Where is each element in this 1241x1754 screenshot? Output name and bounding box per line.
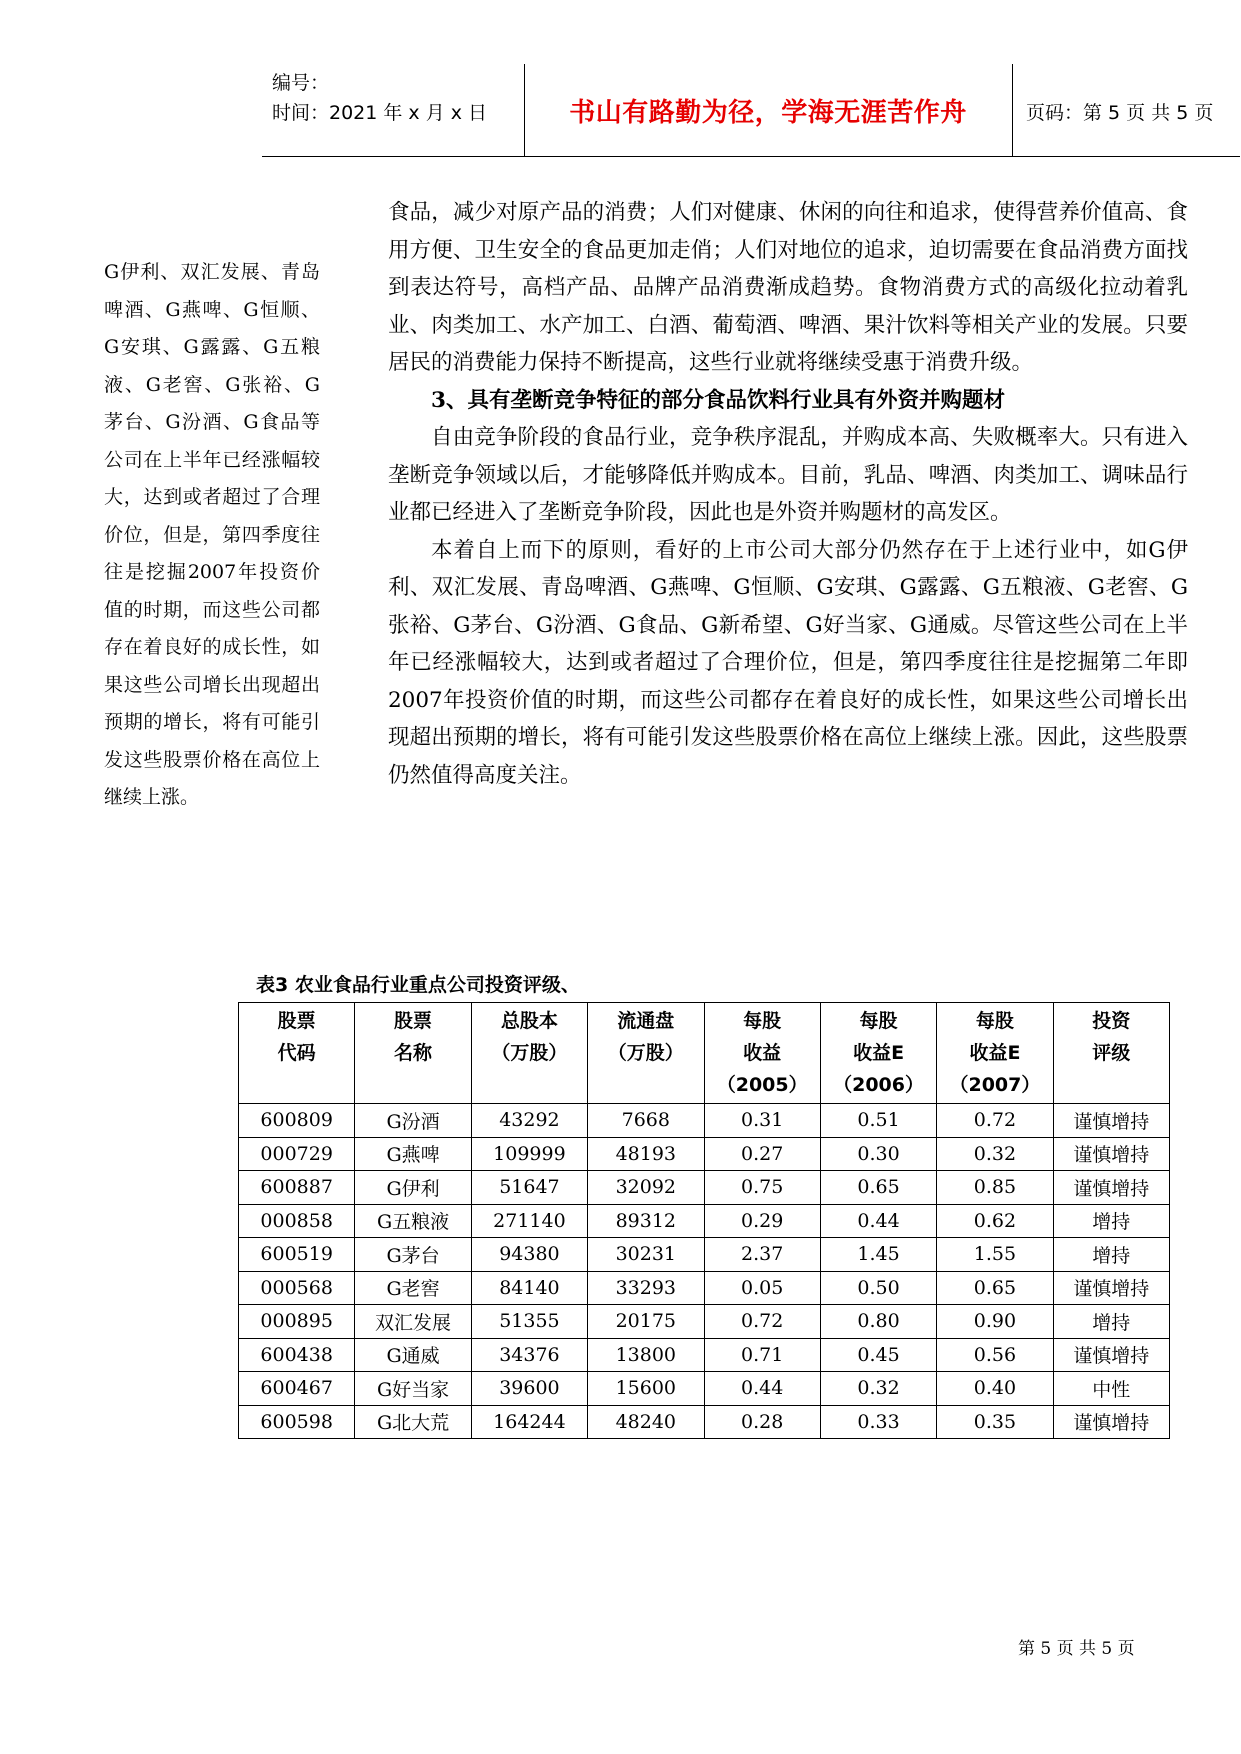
cell-total-shares: 43292 [471, 1104, 587, 1138]
section-heading: 3、具有垄断竞争特征的部分食品饮料行业具有外资并购题材 [431, 387, 1005, 413]
cell-eps-2005: 0.29 [704, 1204, 820, 1238]
cell-total-shares: 84140 [471, 1271, 587, 1305]
cell-eps-2006: 0.80 [820, 1305, 936, 1339]
header-eps-2007: 每股 收益E （2007） [937, 1003, 1053, 1104]
cell-eps-2007: 0.32 [937, 1137, 1053, 1171]
table-row [239, 1271, 1170, 1305]
table-row [239, 1372, 1170, 1406]
cell-stock-code: 600598 [239, 1405, 355, 1439]
page-header [262, 64, 1240, 156]
cell-rating: 谨慎增持 [1053, 1271, 1169, 1305]
cell-eps-2005: 0.31 [704, 1104, 820, 1138]
cell-eps-2005: 0.75 [704, 1171, 820, 1205]
cell-total-shares: 51355 [471, 1305, 587, 1339]
cell-rating: 谨慎增持 [1053, 1137, 1169, 1171]
cell-stock-name: G伊利 [355, 1171, 471, 1205]
cell-stock-code: 600438 [239, 1338, 355, 1372]
cell-stock-name: G汾酒 [355, 1104, 471, 1138]
table-caption: 表3 农业食品行业重点公司投资评级、 [256, 974, 580, 996]
cell-stock-code: 600887 [239, 1171, 355, 1205]
cell-stock-code: 600809 [239, 1104, 355, 1138]
cell-stock-code: 000568 [239, 1271, 355, 1305]
cell-stock-code: 000858 [239, 1204, 355, 1238]
paragraph: 自由竞争阶段的食品行业，竞争秩序混乱，并购成本高、失败概率大。只有进入垄断竞争领域以后，才能够降低并购成本。目前，乳品、啤酒、肉类加工、调味品行业都已经进入了垄断竞争阶段，因此也是外资并购题材的高发区。 [388, 425, 1188, 525]
cell-stock-name: 双汇发展 [355, 1305, 471, 1339]
cell-stock-name: G老窖 [355, 1271, 471, 1305]
cell-stock-name: G茅台 [355, 1238, 471, 1272]
cell-eps-2007: 0.62 [937, 1204, 1053, 1238]
table-row [239, 1305, 1170, 1339]
header-total-shares: 总股本 （万股） [471, 1003, 587, 1104]
cell-eps-2007: 1.55 [937, 1238, 1053, 1272]
header-stock-name: 股票 名称 [355, 1003, 471, 1104]
cell-total-shares: 164244 [471, 1405, 587, 1439]
cell-eps-2007: 0.65 [937, 1271, 1053, 1305]
cell-rating: 谨慎增持 [1053, 1104, 1169, 1138]
cell-rating: 中性 [1053, 1372, 1169, 1406]
header-meta [272, 68, 487, 128]
cell-total-shares: 34376 [471, 1338, 587, 1372]
cell-eps-2005: 0.71 [704, 1338, 820, 1372]
cell-eps-2005: 0.05 [704, 1271, 820, 1305]
cell-eps-2007: 0.90 [937, 1305, 1053, 1339]
page-footer: 第 5 页 共 5 页 [1018, 1639, 1135, 1659]
cell-total-shares: 51647 [471, 1171, 587, 1205]
side-note: G伊利、双汇发展、青岛啤酒、G燕啤、G恒顺、G安琪、G露露、G五粮液、G老窖、G张裕、G茅台、G汾酒、G食品等公司在上半年已经涨幅较大，达到或者超过了合理价位，但是，第四季度往往是挖掘2007年投资价值的时期，而这些公司都存在着良好的成长性，如果这些公司增长出现超出预期的增长，将有可能引发这些股票价格在高位上继续上涨。 [104, 261, 320, 808]
cell-stock-code: 000729 [239, 1137, 355, 1171]
cell-stock-code: 600467 [239, 1372, 355, 1406]
cell-eps-2006: 0.30 [820, 1137, 936, 1171]
header-rule [262, 156, 1240, 157]
table-row [239, 1171, 1170, 1205]
table-row [239, 1137, 1170, 1171]
document-number-label: 编号： [272, 72, 330, 94]
header-stock-code: 股票 代码 [239, 1003, 355, 1104]
body-text [388, 194, 1188, 794]
table-row [239, 1405, 1170, 1439]
cell-rating: 谨慎增持 [1053, 1405, 1169, 1439]
cell-eps-2007: 0.56 [937, 1338, 1053, 1372]
header-motto: 书山有路勤为径，学海无涯苦作舟 [569, 98, 967, 128]
document-date: 时间：2021 年 x 月 x 日 [272, 102, 488, 124]
cell-eps-2007: 0.35 [937, 1405, 1053, 1439]
cell-eps-2005: 0.28 [704, 1405, 820, 1439]
rating-table [238, 1002, 1170, 1439]
table-row [239, 1338, 1170, 1372]
cell-rating: 增持 [1053, 1305, 1169, 1339]
cell-rating: 增持 [1053, 1238, 1169, 1272]
cell-total-shares: 94380 [471, 1238, 587, 1272]
cell-float-shares: 48193 [588, 1137, 704, 1171]
cell-eps-2006: 0.50 [820, 1271, 936, 1305]
cell-float-shares: 33293 [588, 1271, 704, 1305]
cell-eps-2005: 2.37 [704, 1238, 820, 1272]
cell-float-shares: 15600 [588, 1372, 704, 1406]
header-page-info: 页码：第 5 页 共 5 页 [1026, 102, 1214, 124]
cell-float-shares: 13800 [588, 1338, 704, 1372]
header-divider [1012, 64, 1013, 156]
cell-eps-2007: 0.72 [937, 1104, 1053, 1138]
cell-total-shares: 271140 [471, 1204, 587, 1238]
cell-eps-2007: 0.40 [937, 1372, 1053, 1406]
paragraph: 食品，减少对原产品的消费；人们对健康、休闲的向往和追求，使得营养价值高、食用方便、卫生安全的食品更加走俏；人们对地位的追求，迫切需要在食品消费方面找到表达符号，高档产品、品牌产品消费渐成趋势。食物消费方式的高级化拉动着乳业、肉类加工、水产加工、白酒、葡萄酒、啤酒、果汁饮料等相关产业的发展。只要居民的消费能力保持不断提高，这些行业就将继续受惠于消费升级。 [388, 200, 1188, 375]
cell-float-shares: 7668 [588, 1104, 704, 1138]
cell-stock-code: 600519 [239, 1238, 355, 1272]
cell-eps-2006: 1.45 [820, 1238, 936, 1272]
cell-eps-2006: 0.44 [820, 1204, 936, 1238]
cell-rating: 谨慎增持 [1053, 1171, 1169, 1205]
table-row [239, 1238, 1170, 1272]
table-row [239, 1104, 1170, 1138]
cell-eps-2005: 0.27 [704, 1137, 820, 1171]
cell-rating: 谨慎增持 [1053, 1338, 1169, 1372]
cell-float-shares: 48240 [588, 1405, 704, 1439]
cell-float-shares: 89312 [588, 1204, 704, 1238]
cell-total-shares: 39600 [471, 1372, 587, 1406]
cell-float-shares: 32092 [588, 1171, 704, 1205]
cell-eps-2006: 0.32 [820, 1372, 936, 1406]
paragraph: 本着自上而下的原则，看好的上市公司大部分仍然存在于上述行业中，如G伊利、双汇发展、青岛啤酒、G燕啤、G恒顺、G安琪、G露露、G五粮液、G老窖、G张裕、G茅台、G汾酒、G食品、G新希望、G好当家、G通威。尽管这些公司在上半年已经涨幅较大，达到或者超过了合理价位，但是，第四季度往往是挖掘第二年即2007年投资价值的时期，而这些公司都存在着良好的成长性，如果这些公司增长出现超出预期的增长，将有可能引发这些股票价格在高位上继续上涨。因此，这些股票仍然值得高度关注。 [388, 537, 1188, 788]
cell-stock-name: G北大荒 [355, 1405, 471, 1439]
cell-stock-name: G通威 [355, 1338, 471, 1372]
cell-stock-code: 000895 [239, 1305, 355, 1339]
header-rating: 投资 评级 [1053, 1003, 1169, 1104]
cell-stock-name: G好当家 [355, 1372, 471, 1406]
cell-stock-name: G五粮液 [355, 1204, 471, 1238]
cell-rating: 增持 [1053, 1204, 1169, 1238]
header-float-shares: 流通盘 （万股） [588, 1003, 704, 1104]
cell-eps-2005: 0.72 [704, 1305, 820, 1339]
header-eps-2005: 每股 收益 （2005） [704, 1003, 820, 1104]
cell-eps-2005: 0.44 [704, 1372, 820, 1406]
cell-eps-2006: 0.51 [820, 1104, 936, 1138]
table-header-row [239, 1003, 1170, 1104]
cell-eps-2006: 0.33 [820, 1405, 936, 1439]
table-row [239, 1204, 1170, 1238]
cell-eps-2007: 0.85 [937, 1171, 1053, 1205]
cell-float-shares: 20175 [588, 1305, 704, 1339]
cell-total-shares: 109999 [471, 1137, 587, 1171]
cell-eps-2006: 0.65 [820, 1171, 936, 1205]
cell-stock-name: G燕啤 [355, 1137, 471, 1171]
header-eps-2006: 每股 收益E （2006） [820, 1003, 936, 1104]
cell-float-shares: 30231 [588, 1238, 704, 1272]
cell-eps-2006: 0.45 [820, 1338, 936, 1372]
